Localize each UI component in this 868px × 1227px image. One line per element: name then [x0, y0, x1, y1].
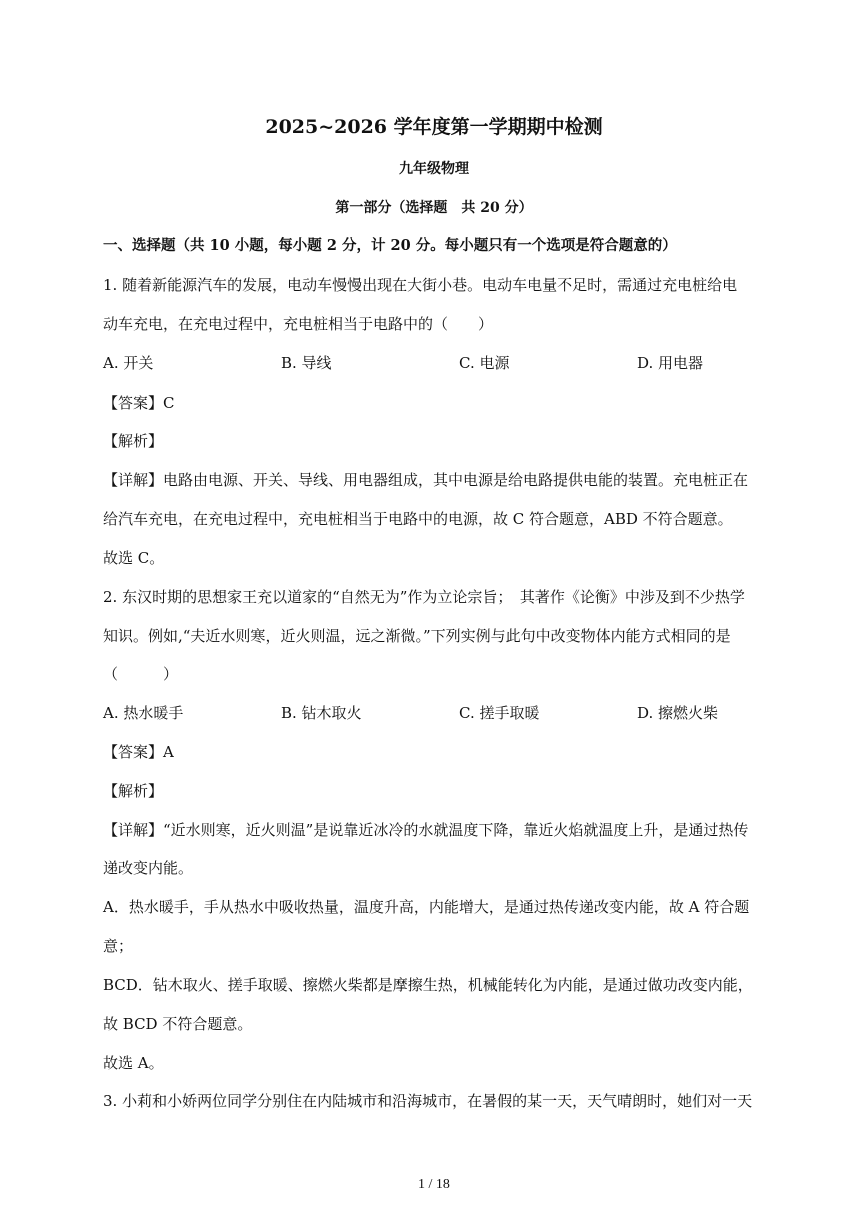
q2-detail-line-1: 【详解】“近水则寒，近火则温”是说靠近冰冷的水就温度下降，靠近火焰就温度上升，是通过热传 [103, 821, 749, 839]
q1-stem-line-2: 动车充电，在充电过程中，充电桩相当于电路中的（ ） [103, 315, 494, 333]
q2-detail-line-5: BCD．钻木取火、搓手取暖、擦燃火柴都是摩擦生热，机械能转化为内能，是通过做功改变内能， [103, 976, 753, 994]
q1-answer: 【答案】C [103, 394, 175, 412]
q1-option-a: A. 开关 [103, 354, 154, 372]
q1-option-c: C. 电源 [459, 354, 510, 372]
part-heading: 第一部分（选择题 共 20 分） [335, 200, 533, 216]
q2-option-d: D. 擦燃火柴 [637, 704, 719, 722]
q1-detail-line-1: 【详解】电路由电源、开关、导线、用电器组成，其中电源是给电路提供电能的装置。充电桩正在 [103, 471, 749, 489]
section-heading: 一、选择题（共 10 小题，每小题 2 分，计 20 分。每小题只有一个选项是符合题意的） [103, 237, 677, 254]
page-title: 2025~2026 学年度第一学期期中检测 [265, 116, 603, 138]
q2-stem-line-2: 知识。例如,“夫近水则寒，近火则温，远之渐微。”下列实例与此句中改变物体内能方式相同的是 [103, 627, 731, 645]
q2-analysis-label: 【解析】 [103, 782, 164, 800]
q1-choice: 故选 C。 [103, 549, 165, 567]
q2-stem-line-3: （ ） [103, 665, 179, 683]
q2-stem-line-1: 2. 东汉时期的思想家王充以道家的“自然无为”作为立论宗旨； 其著作《论衡》中涉及到不少热学 [103, 588, 745, 606]
q2-detail-line-2: 递改变内能。 [103, 859, 194, 877]
q2-detail-line-3: A．热水暖手，手从热水中吸收热量，温度升高，内能增大，是通过热传递改变内能，故 A 符合题 [103, 898, 750, 916]
q1-option-d: D. 用电器 [637, 354, 704, 372]
q2-detail-line-4: 意； [103, 937, 134, 955]
q1-detail-line-2: 给汽车充电，在充电过程中，充电桩相当于电路中的电源，故 C 符合题意，ABD 不符合题意。 [103, 510, 733, 528]
q2-answer: 【答案】A [103, 743, 174, 761]
page-number: 1 / 18 [418, 1177, 450, 1192]
q1-analysis-label: 【解析】 [103, 432, 164, 450]
page-subtitle: 九年级物理 [399, 161, 469, 177]
q2-detail-line-6: 故 BCD 不符合题意。 [103, 1015, 253, 1033]
q1-stem-line-1: 1. 随着新能源汽车的发展，电动车慢慢出现在大街小巷。电动车电量不足时，需通过充电桩给电 [103, 276, 738, 294]
q2-option-a: A. 热水暖手 [103, 704, 184, 722]
q2-option-b: B. 钻木取火 [281, 704, 362, 722]
q2-option-c: C. 搓手取暖 [459, 704, 540, 722]
q3-stem-line-1: 3. 小莉和小娇两位同学分别住在内陆城市和沿海城市，在暑假的某一天，天气晴朗时，她们对一天 [103, 1092, 753, 1110]
q1-option-b: B. 导线 [281, 354, 332, 372]
q2-choice: 故选 A。 [103, 1054, 164, 1072]
